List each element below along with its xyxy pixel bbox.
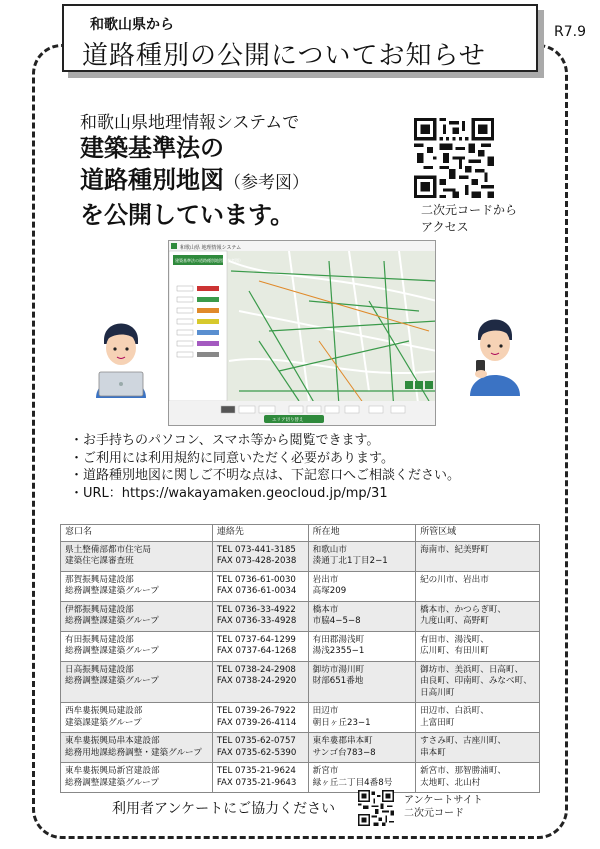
address-cell [308, 631, 415, 661]
qr-caption [421, 202, 517, 236]
address-cell [308, 541, 415, 571]
headline-note: （参考図） [224, 173, 309, 193]
area-cell-line: 上富田町 [420, 717, 455, 728]
contact-cell-line: TEL 0738-24-2908 [216, 664, 296, 675]
table-row [61, 703, 540, 733]
table-row [61, 733, 540, 763]
area-cell [416, 601, 540, 631]
area-cell [416, 703, 540, 733]
area-cell [416, 631, 540, 661]
note-url[interactable]: ・URL：https://wakayamaken.geocloud.jp/mp/31 [70, 485, 388, 501]
map-screenshot [168, 240, 436, 426]
contact-cell-line: FAX 0735-62-5390 [216, 747, 297, 758]
contact-cell [212, 763, 308, 793]
survey-caption-line: 二次元コード [404, 808, 464, 819]
area-cell-line: 由良町、印南町、みなべ町、 [420, 676, 532, 686]
office-name-cell-line: 総務調整課建築グループ [65, 777, 159, 788]
office-name-cell [61, 631, 213, 661]
address-cell-line: 市脇4−5−8 [312, 616, 361, 626]
address-cell-line: 朝日ヶ丘23−1 [312, 717, 371, 728]
area-cell [416, 541, 540, 571]
note-item: ・道路種別地図に関しご不明な点は、下記窓口へご相談ください。 [70, 468, 461, 483]
office-name-cell-line: 県土整備部都市住宅局 [65, 544, 151, 555]
col-header-area: 所管区域 [416, 525, 540, 542]
table-row [61, 601, 540, 631]
contact-cell-line: FAX 0736-33-4928 [216, 616, 297, 626]
address-cell-line: 財部651番地 [312, 676, 364, 686]
survey-label: 利用者アンケートにご協力ください [112, 801, 336, 817]
note-item: ・ご利用には利用規約に同意いただく必要があります。 [70, 450, 394, 466]
page-title: 道路種別の公開についてお知らせ [82, 41, 486, 71]
office-name-cell-line: 那賀振興局建設部 [65, 574, 134, 585]
address-cell-line: 岩出市 [312, 574, 339, 585]
address-cell-line: 新宮市 [312, 766, 339, 776]
contact-cell [212, 571, 308, 601]
headline [80, 132, 309, 231]
area-cell-line: 日高川町 [420, 687, 455, 698]
address-cell [308, 703, 415, 733]
headline-line-2-text: 道路種別地図 [80, 166, 224, 194]
area-cell-line: 新宮市、那智勝浦町、 [420, 766, 507, 776]
address-cell-line: 東牟婁郡串本町 [312, 736, 373, 746]
office-name-cell-line: 日高振興局建設部 [65, 664, 134, 675]
office-name-cell-line: 東牟婁振興局串本建設部 [65, 736, 160, 746]
office-name-cell-line: 西牟婁振興局建設部 [65, 706, 143, 716]
office-name-cell-line: 建築課建築グループ [65, 717, 142, 728]
area-cell-line: 九度山町、高野町 [420, 616, 489, 626]
address-cell-line: 緑ヶ丘二丁目4番8号 [312, 777, 393, 788]
contact-cell-line: FAX 073-428-2038 [216, 556, 297, 566]
contact-cell [212, 601, 308, 631]
area-cell [416, 661, 540, 703]
app-name-text: 和歌山県 地理情報システム [180, 245, 242, 251]
area-switch-text: エリア切り替え [272, 418, 304, 423]
contact-cell-line: FAX 0738-24-2920 [216, 676, 297, 686]
col-header-address: 所在地 [308, 525, 415, 542]
table-row [61, 631, 540, 661]
contact-cell-line: FAX 0739-26-4114 [216, 717, 297, 728]
office-name-cell [61, 661, 213, 703]
contact-cell [212, 541, 308, 571]
office-name-cell-line: 建築住宅課審査班 [65, 556, 134, 566]
map-illustration [169, 241, 436, 426]
office-name-cell [61, 733, 213, 763]
office-name-cell-line: 総務調整課建築グループ [65, 586, 159, 596]
area-cell-line: 紀の川市、岩出市 [420, 574, 489, 585]
address-cell [308, 733, 415, 763]
person-smartphone-icon [466, 308, 522, 396]
intro-lead: 和歌山県地理情報システムで [80, 113, 300, 133]
area-cell-line: 広川町、有田川町 [420, 646, 489, 656]
table-header-row [61, 525, 540, 542]
contact-cell-line: TEL 073-441-3185 [216, 544, 296, 555]
office-name-cell-line: 総務用地課総務調整・建築グループ [65, 747, 202, 758]
headline-line-3: を公開しています。 [80, 201, 295, 229]
survey-caption-line: アンケートサイト [404, 795, 483, 806]
note-item: ・お手持ちのパソコン、スマホ等から閲覧できます。 [70, 433, 380, 448]
contact-cell-line: TEL 0739-26-7922 [216, 706, 296, 716]
table-body [61, 541, 540, 793]
col-header-office: 窓口名 [61, 525, 213, 542]
title-box [62, 4, 538, 72]
panel-title-text: 建築基準法の道路種別地図（参考図） [175, 258, 243, 263]
area-cell-line: 橋本市、かつらぎ町、 [420, 604, 507, 615]
contact-cell [212, 631, 308, 661]
contact-cell-line: FAX 0735-21-9643 [216, 777, 297, 788]
headline-line-2 [80, 164, 309, 199]
address-cell [308, 571, 415, 601]
contact-cell [212, 733, 308, 763]
office-name-cell [61, 763, 213, 793]
survey-caption [404, 794, 483, 820]
office-name-cell [61, 601, 213, 631]
area-cell-line: 田辺市、白浜町、 [420, 706, 489, 716]
address-cell [308, 601, 415, 631]
office-name-cell-line: 伊都振興局建設部 [65, 604, 134, 615]
office-name-cell-line: 総務調整課建築グループ [65, 646, 159, 656]
col-header-contact: 連絡先 [212, 525, 308, 542]
address-cell-line: サンゴ台783−8 [312, 747, 376, 758]
address-cell-line: 有田郡湯浅町 [312, 634, 365, 645]
survey-qr-code-icon[interactable] [358, 790, 394, 826]
address-cell-line: 高塚209 [312, 586, 347, 596]
office-name-cell-line: 東牟婁振興局新宮建設部 [65, 766, 160, 776]
contact-cell-line: FAX 0737-64-1268 [216, 646, 297, 656]
area-cell-line: 有田市、湯浅町、 [420, 634, 489, 645]
contact-cell-line: TEL 0736-61-0030 [216, 574, 296, 585]
offices-table [60, 524, 540, 793]
office-name-cell-line: 有田振興局建設部 [65, 634, 134, 645]
office-name-cell [61, 571, 213, 601]
person-laptop-icon [90, 310, 152, 398]
area-cell-line: すさみ町、古座川町、 [420, 736, 507, 746]
area-cell-line: 串本町 [420, 747, 446, 758]
table-row [61, 571, 540, 601]
area-cell-line: 海南市、紀美野町 [420, 544, 489, 555]
contact-cell [212, 661, 308, 703]
office-name-cell [61, 703, 213, 733]
contact-cell [212, 703, 308, 733]
contact-cell-line: TEL 0736-33-4922 [216, 604, 296, 615]
contact-cell-line: TEL 0735-62-0757 [216, 736, 296, 746]
headline-line-1: 建築基準法の [80, 134, 224, 162]
office-name-cell-line: 総務調整課建築グループ [65, 676, 159, 686]
area-cell-line: 太地町、北山村 [420, 777, 481, 788]
qr-code-icon[interactable] [414, 118, 494, 198]
office-name-cell [61, 541, 213, 571]
title-subtitle: 和歌山県から [90, 17, 174, 33]
contact-cell-line: TEL 0737-64-1299 [216, 634, 296, 645]
contact-cell-line: TEL 0735-21-9624 [216, 766, 296, 776]
address-cell-line: 御坊市湯川町 [312, 664, 365, 675]
address-cell-line: 田辺市 [312, 706, 339, 716]
table-row [61, 763, 540, 793]
area-cell [416, 733, 540, 763]
area-cell [416, 763, 540, 793]
qr-caption-line: アクセス [421, 220, 469, 234]
version-label: R7.9 [554, 24, 586, 40]
address-cell [308, 661, 415, 703]
address-cell-line: 橋本市 [312, 604, 339, 615]
contact-cell-line: FAX 0736-61-0034 [216, 586, 297, 596]
qr-caption-line: 二次元コードから [421, 203, 518, 217]
notes-list [70, 432, 460, 502]
area-cell-line: 御坊市、美浜町、日高町、 [420, 664, 524, 675]
table-row [61, 661, 540, 703]
office-name-cell-line: 総務調整課建築グループ [65, 616, 159, 626]
area-cell [416, 571, 540, 601]
table-row [61, 541, 540, 571]
address-cell [308, 763, 415, 793]
address-cell-line: 湊通丁北1丁目2−1 [312, 556, 388, 566]
address-cell-line: 湯浅2355−1 [312, 646, 365, 656]
address-cell-line: 和歌山市 [312, 544, 347, 555]
